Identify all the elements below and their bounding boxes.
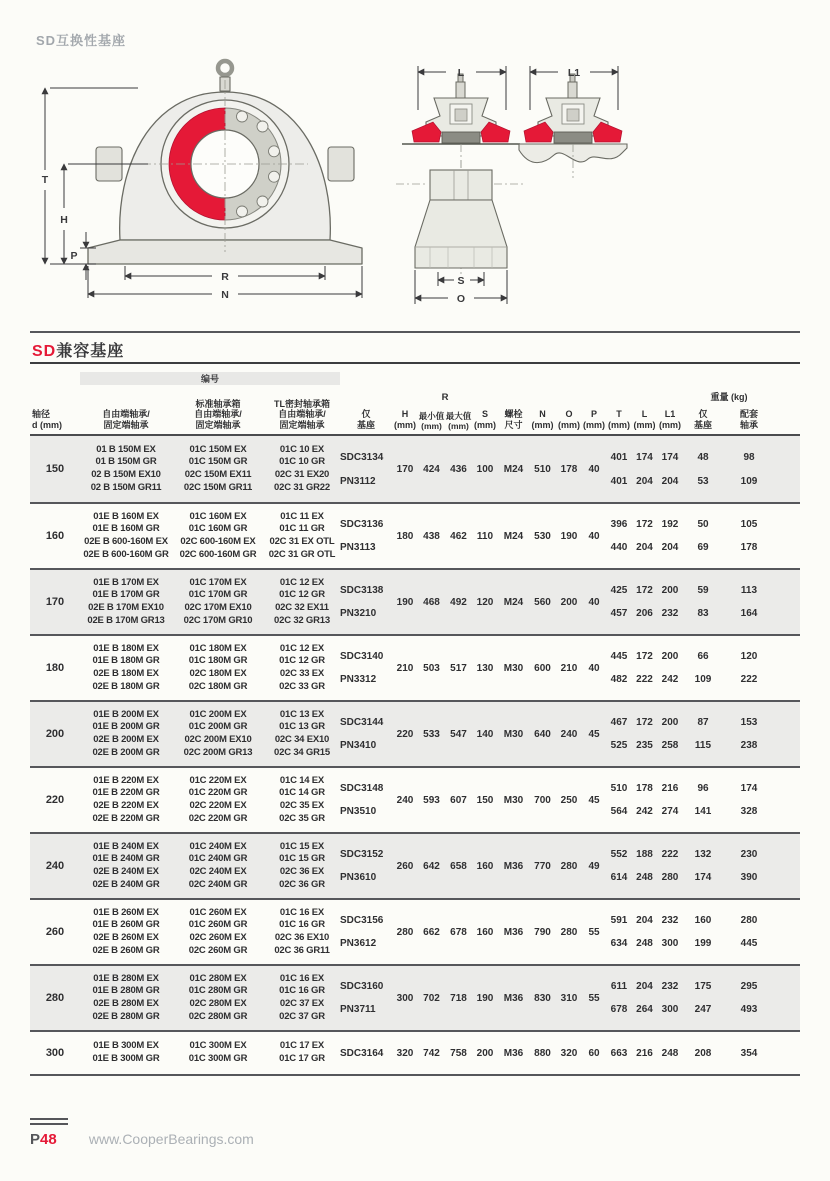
dim-h: 170 — [396, 463, 414, 475]
header-standard-cartridge: 标准轴承箱 自由端轴承/ 固定端轴承 — [194, 398, 242, 431]
dim-h: 320 — [396, 1047, 414, 1059]
dim-s: 120 — [476, 596, 494, 608]
header-t: T (mm) — [608, 409, 630, 431]
pedestal-codes: SDC3156 PN3612 — [340, 915, 384, 949]
weight-with-bearing: 120 222 — [740, 651, 758, 685]
dim-h: 180 — [396, 530, 414, 542]
bolt-size: M30 — [503, 794, 524, 806]
dim-o: 250 — [560, 794, 578, 806]
standard-cartridge-codes: 01C 220M EX 01C 220M GR 02C 220M EX 02C 220M GR — [188, 774, 248, 824]
dim-h: 220 — [396, 728, 414, 740]
dim-o: 178 — [560, 463, 578, 475]
dim-o: 320 — [560, 1047, 578, 1059]
bolt-size: M30 — [503, 662, 524, 674]
dim-p: 49 — [588, 860, 600, 872]
dim-r-min: 438 — [423, 530, 440, 542]
table-body — [30, 436, 800, 1076]
pedestal-codes: SDC3160 PN3711 — [340, 981, 384, 1015]
header-r-min: 最小值 (mm) — [418, 410, 445, 431]
weight-base-only: 96 141 — [694, 783, 712, 817]
front-view — [88, 61, 362, 264]
pedestal-codes: SDC3134 PN3112 — [340, 451, 384, 487]
dim-l: 188 248 — [636, 849, 653, 883]
label-l1: L1 — [567, 67, 581, 79]
divider — [30, 434, 800, 436]
dim-n: 830 — [534, 992, 551, 1004]
dim-h: 210 — [396, 662, 414, 674]
dim-r-min: 424 — [423, 463, 440, 475]
dim-n: 640 — [534, 728, 551, 740]
header-free-fixed: 自由端轴承/ 固定端轴承 — [102, 409, 150, 431]
pedestal-codes: SDC3164 — [340, 1047, 384, 1059]
dim-o: 310 — [560, 992, 578, 1004]
section-title-prefix: SD — [32, 343, 57, 360]
pedestal-codes: SDC3140 PN3312 — [340, 651, 384, 685]
pedestal-codes: SDC3148 PN3510 — [340, 783, 384, 817]
standard-cartridge-codes: 01C 280M EX 01C 280M GR 02C 280M EX 02C 280M GR — [188, 972, 248, 1022]
dim-l1: 174 204 — [661, 451, 679, 487]
free-fixed-bearing-codes: 01E B 160M EX 01E B 160M GR 02E B 600-160M EX 02E B 600-160M GR — [83, 510, 169, 560]
tl-sealed-cartridge-codes: 01C 14 EX 01C 14 GR 02C 35 EX 02C 35 GR — [279, 774, 325, 824]
weight-base-only: 160 199 — [694, 915, 712, 949]
dim-r-min: 702 — [423, 992, 440, 1004]
weight-with-bearing: 295 493 — [740, 981, 758, 1015]
dim-l1: 222 280 — [661, 849, 679, 883]
footer-mark — [30, 1118, 68, 1128]
dim-r-max: 658 — [450, 860, 467, 872]
free-fixed-bearing-codes: 01E B 200M EX 01E B 200M GR 02E B 200M EX 02E B 200M GR — [92, 708, 160, 758]
dim-o: 200 — [560, 596, 578, 608]
free-fixed-bearing-codes: 01E B 240M EX 01E B 240M GR 02E B 240M EX 02E B 240M GR — [92, 840, 160, 890]
number-group-label: 编号 — [200, 374, 219, 384]
weight-base-only: 48 53 — [697, 451, 709, 487]
bolt-size: M36 — [503, 860, 524, 872]
dim-l: 172 235 — [636, 717, 653, 751]
shaft-diameter-value: 200 — [45, 728, 65, 740]
spec-table — [30, 370, 800, 1076]
dim-t: 425 457 — [610, 585, 628, 619]
dim-p: 40 — [588, 530, 600, 542]
shaft-diameter-value: 300 — [45, 1047, 65, 1059]
weight-with-bearing: 98 109 — [740, 451, 758, 487]
header-s: S (mm) — [474, 409, 496, 431]
dim-h: 300 — [396, 992, 414, 1004]
dim-l1: 200 242 — [661, 651, 679, 685]
dim-r-min: 642 — [423, 860, 440, 872]
shaft-diameter-value: 150 — [45, 463, 65, 475]
table-row — [30, 832, 800, 898]
svg-text:R: R — [221, 271, 229, 283]
dim-r-min: 742 — [423, 1047, 440, 1059]
dim-n: 530 — [534, 530, 551, 542]
header-weight-bearing: 配套 轴承 — [739, 409, 758, 431]
dim-h: 240 — [396, 794, 414, 806]
dim-l: 174 204 — [636, 451, 653, 487]
svg-text:H: H — [60, 214, 68, 226]
dim-t: 467 525 — [610, 717, 628, 751]
pedestal-codes: SDC3138 PN3210 — [340, 585, 384, 619]
dim-o: 240 — [560, 728, 578, 740]
dim-s: 200 — [476, 1047, 494, 1059]
standard-cartridge-codes: 01C 260M EX 01C 260M GR 02C 260M EX 02C 260M GR — [188, 906, 248, 956]
dim-p: 40 — [588, 662, 600, 674]
dim-t: 510 564 — [610, 783, 628, 817]
free-fixed-bearing-codes: 01E B 260M EX 01E B 260M GR 02E B 260M EX 02E B 260M GR — [92, 906, 160, 956]
dim-t: 445 482 — [610, 651, 628, 685]
dim-h: 280 — [396, 926, 414, 938]
dim-r-max: 517 — [450, 662, 467, 674]
dim-l1: 200 258 — [661, 717, 679, 751]
tl-sealed-cartridge-codes: 01C 13 EX 01C 13 GR 02C 34 EX10 02C 34 GR15 — [274, 708, 330, 758]
dim-p: 60 — [588, 1047, 600, 1059]
header-r-max: 最大值 (mm) — [445, 410, 472, 431]
dim-r-max: 492 — [450, 596, 467, 608]
dim-s: 100 — [476, 463, 494, 475]
bolt-size: M24 — [503, 463, 524, 475]
shaft-diameter-value: 240 — [45, 860, 65, 872]
standard-cartridge-codes: 01C 150M EX 01C 150M GR 02C 150M EX11 02C 150M GR11 — [183, 443, 253, 493]
eyebolt-icon — [218, 61, 232, 75]
dim-l1: 216 274 — [661, 783, 679, 817]
bolt-size: M36 — [503, 992, 524, 1004]
dim-t: 401 401 — [610, 451, 628, 487]
technical-drawing — [30, 52, 800, 324]
dim-r-min: 468 — [423, 596, 440, 608]
table-header — [30, 370, 800, 434]
dim-t: 552 614 — [610, 849, 628, 883]
dim-r-min: 533 — [423, 728, 440, 740]
tl-sealed-cartridge-codes: 01C 12 EX 01C 12 GR 02C 32 EX11 02C 32 GR13 — [274, 576, 330, 626]
dim-t: 611 678 — [610, 981, 628, 1015]
standard-cartridge-codes: 01C 200M EX 01C 200M GR 02C 200M EX10 02C 200M GR13 — [183, 708, 253, 758]
shaft-diameter-value: 220 — [45, 794, 65, 806]
tl-sealed-cartridge-codes: 01C 15 EX 01C 15 GR 02C 36 EX 02C 36 GR — [279, 840, 325, 890]
weight-group-label: 重量 (kg) — [710, 392, 748, 402]
dim-r-min: 593 — [423, 794, 440, 806]
dim-p: 55 — [588, 926, 600, 938]
free-fixed-bearing-codes: 01E B 180M EX 01E B 180M GR 02E B 180M EX 02E B 180M GR — [92, 642, 160, 692]
table-row — [30, 634, 800, 700]
header-n: N (mm) — [531, 409, 554, 431]
dim-n: 880 — [534, 1047, 551, 1059]
header-l1: L1 (mm) — [659, 409, 681, 431]
table-row — [30, 1030, 800, 1074]
dim-r-max: 678 — [450, 926, 467, 938]
dim-p: 45 — [588, 728, 600, 740]
page-header-title: SD互换性基座 — [36, 33, 127, 48]
footer-page-number: 48 — [40, 1131, 57, 1148]
dim-o: 280 — [560, 926, 578, 938]
bolt-size: M30 — [503, 728, 524, 740]
dim-s: 130 — [476, 662, 494, 674]
pedestal-codes: SDC3152 PN3610 — [340, 849, 384, 883]
standard-cartridge-codes: 01C 240M EX 01C 240M GR 02C 240M EX 02C 240M GR — [188, 840, 248, 890]
dim-s: 160 — [476, 860, 494, 872]
footer-page-prefix: P — [30, 1131, 41, 1148]
dim-t: 396 440 — [610, 519, 628, 553]
dim-n: 510 — [534, 463, 551, 475]
dim-s: 150 — [476, 794, 494, 806]
weight-base-only: 175 247 — [694, 981, 712, 1015]
shaft-diameter-value: 260 — [45, 926, 65, 938]
svg-text:P: P — [70, 250, 78, 262]
table-row — [30, 502, 800, 568]
free-fixed-bearing-codes: 01E B 220M EX 01E B 220M GR 02E B 220M EX 02E B 220M GR — [92, 774, 160, 824]
tl-sealed-cartridge-codes: 01C 12 EX 01C 12 GR 02C 33 EX 02C 33 GR — [279, 642, 325, 692]
dim-r-max: 718 — [450, 992, 467, 1004]
bolt-size: M24 — [503, 596, 524, 608]
shaft-diameter-value: 180 — [45, 662, 65, 674]
dim-l1: 248 — [661, 1047, 679, 1059]
standard-cartridge-codes: 01C 170M EX 01C 170M GR 02C 170M EX10 02C 170M GR10 — [183, 576, 253, 626]
standard-cartridge-codes: 01C 160M EX 01C 160M GR 02C 600-160M EX 02C 600-160M GR — [179, 510, 257, 560]
header-o: O (mm) — [558, 409, 580, 431]
weight-base-only: 59 83 — [697, 585, 709, 619]
svg-text:N: N — [221, 289, 229, 301]
table-row — [30, 700, 800, 766]
dim-h: 260 — [396, 860, 414, 872]
dim-n: 600 — [534, 662, 551, 674]
dim-p: 45 — [588, 794, 600, 806]
top-view-l1 — [519, 66, 627, 178]
table-row — [30, 898, 800, 964]
free-fixed-bearing-codes: 01E B 280M EX 01E B 280M GR 02E B 280M EX 02E B 280M GR — [92, 972, 160, 1022]
r-group-label: R — [441, 392, 449, 403]
dim-s: 160 — [476, 926, 494, 938]
divider — [30, 362, 800, 364]
section-title-rest: 兼容基座 — [56, 343, 125, 360]
dim-t: 663 — [610, 1047, 628, 1059]
weight-base-only: 208 — [694, 1047, 712, 1059]
section-title — [32, 338, 124, 361]
dim-o: 190 — [560, 530, 578, 542]
dim-l1: 232 300 — [661, 981, 679, 1015]
svg-text:T: T — [41, 174, 49, 186]
dim-l: 204 264 — [636, 981, 653, 1015]
shaft-diameter-value: 160 — [45, 530, 65, 542]
dim-r-min: 503 — [423, 662, 440, 674]
bolt-size: M36 — [503, 1047, 524, 1059]
header-shaft-diameter: 轴径 d (mm) — [32, 409, 62, 431]
footer — [30, 1131, 254, 1148]
dim-n: 770 — [534, 860, 551, 872]
free-fixed-bearing-codes: 01E B 170M EX 01E B 170M GR 02E B 170M EX10 02E B 170M GR13 — [87, 576, 165, 626]
free-fixed-bearing-codes: 01E B 300M EX 01E B 300M GR — [92, 1040, 160, 1064]
dim-r-max: 758 — [450, 1047, 467, 1059]
dim-l1: 200 232 — [661, 585, 679, 619]
label-s: S — [457, 275, 465, 287]
weight-with-bearing: 230 390 — [740, 849, 758, 883]
tl-sealed-cartridge-codes: 01C 17 EX 01C 17 GR — [279, 1040, 325, 1064]
dim-r-max: 462 — [450, 530, 467, 542]
weight-with-bearing: 113 164 — [740, 585, 758, 619]
dim-l1: 192 204 — [661, 519, 679, 553]
dim-s: 110 — [476, 530, 494, 542]
dim-l: 178 242 — [636, 783, 653, 817]
weight-with-bearing: 280 445 — [740, 915, 758, 949]
header-base-only: 仅 基座 — [356, 409, 375, 431]
header-bolt: 螺栓 尺寸 — [504, 409, 523, 431]
tl-sealed-cartridge-codes: 01C 10 EX 01C 10 GR 02C 31 EX20 02C 31 GR22 — [274, 443, 330, 493]
label-l: L — [457, 67, 465, 79]
dim-h: 190 — [396, 596, 414, 608]
dim-l: 172 206 — [636, 585, 653, 619]
weight-base-only: 50 69 — [697, 519, 709, 553]
shaft-diameter-value: 170 — [45, 596, 65, 608]
dim-n: 700 — [534, 794, 551, 806]
weight-with-bearing: 153 238 — [740, 717, 758, 751]
dim-r-max: 436 — [450, 463, 467, 475]
pedestal-codes: SDC3144 PN3410 — [340, 717, 384, 751]
weight-with-bearing: 105 178 — [740, 519, 758, 553]
header-weight-base: 仅 基座 — [693, 409, 712, 431]
number-group-band — [80, 372, 340, 385]
dim-l: 172 222 — [636, 651, 653, 685]
table-row — [30, 964, 800, 1030]
divider — [30, 331, 800, 333]
table-row — [30, 436, 800, 502]
dim-r-max: 547 — [450, 728, 467, 740]
dim-s: 190 — [476, 992, 494, 1004]
tl-sealed-cartridge-codes: 01C 16 EX 01C 16 GR 02C 37 EX 02C 37 GR — [279, 972, 325, 1022]
header-l: L (mm) — [633, 409, 656, 431]
bolt-size: M36 — [503, 926, 524, 938]
weight-base-only: 66 109 — [694, 651, 712, 685]
table-row — [30, 766, 800, 832]
dim-n: 790 — [534, 926, 551, 938]
dim-l: 216 — [636, 1047, 653, 1059]
tl-sealed-cartridge-codes: 01C 16 EX 01C 16 GR 02C 36 EX10 02C 36 GR11 — [274, 906, 330, 956]
standard-cartridge-codes: 01C 180M EX 01C 180M GR 02C 180M EX 02C 180M GR — [188, 642, 248, 692]
dim-r-max: 607 — [450, 794, 467, 806]
dim-p: 40 — [588, 596, 600, 608]
dim-o: 210 — [560, 662, 578, 674]
header-h: H (mm) — [394, 409, 416, 431]
weight-with-bearing: 174 328 — [740, 783, 758, 817]
pedestal-codes: SDC3136 PN3113 — [340, 519, 384, 553]
weight-with-bearing: 354 — [740, 1047, 758, 1059]
dim-p: 55 — [588, 992, 600, 1004]
dim-t: 591 634 — [610, 915, 628, 949]
shaft-diameter-value: 280 — [45, 992, 65, 1004]
footer-url: www.CooperBearings.com — [88, 1131, 254, 1147]
tl-sealed-cartridge-codes: 01C 11 EX 01C 11 GR 02C 31 EX OTL 02C 31 GR OTL — [268, 510, 336, 560]
dim-l: 204 248 — [636, 915, 653, 949]
header-p: P (mm) — [583, 409, 605, 431]
table-row — [30, 568, 800, 634]
weight-base-only: 132 174 — [694, 849, 712, 883]
bolt-size: M24 — [503, 530, 524, 542]
dim-s: 140 — [476, 728, 494, 740]
dim-n: 560 — [534, 596, 551, 608]
dim-o: 280 — [560, 860, 578, 872]
header-tl-cartridge: TL密封轴承箱 自由端轴承/ 固定端轴承 — [274, 398, 330, 431]
free-fixed-bearing-codes: 01 B 150M EX 01 B 150M GR 02 B 150M EX10 02 B 150M GR11 — [90, 443, 162, 493]
dim-l1: 232 300 — [661, 915, 679, 949]
dim-p: 40 — [588, 463, 600, 475]
label-o: O — [456, 293, 466, 305]
weight-base-only: 87 115 — [694, 717, 712, 751]
dim-l: 172 204 — [636, 519, 653, 553]
dim-r-min: 662 — [423, 926, 440, 938]
standard-cartridge-codes: 01C 300M EX 01C 300M GR — [188, 1040, 248, 1064]
